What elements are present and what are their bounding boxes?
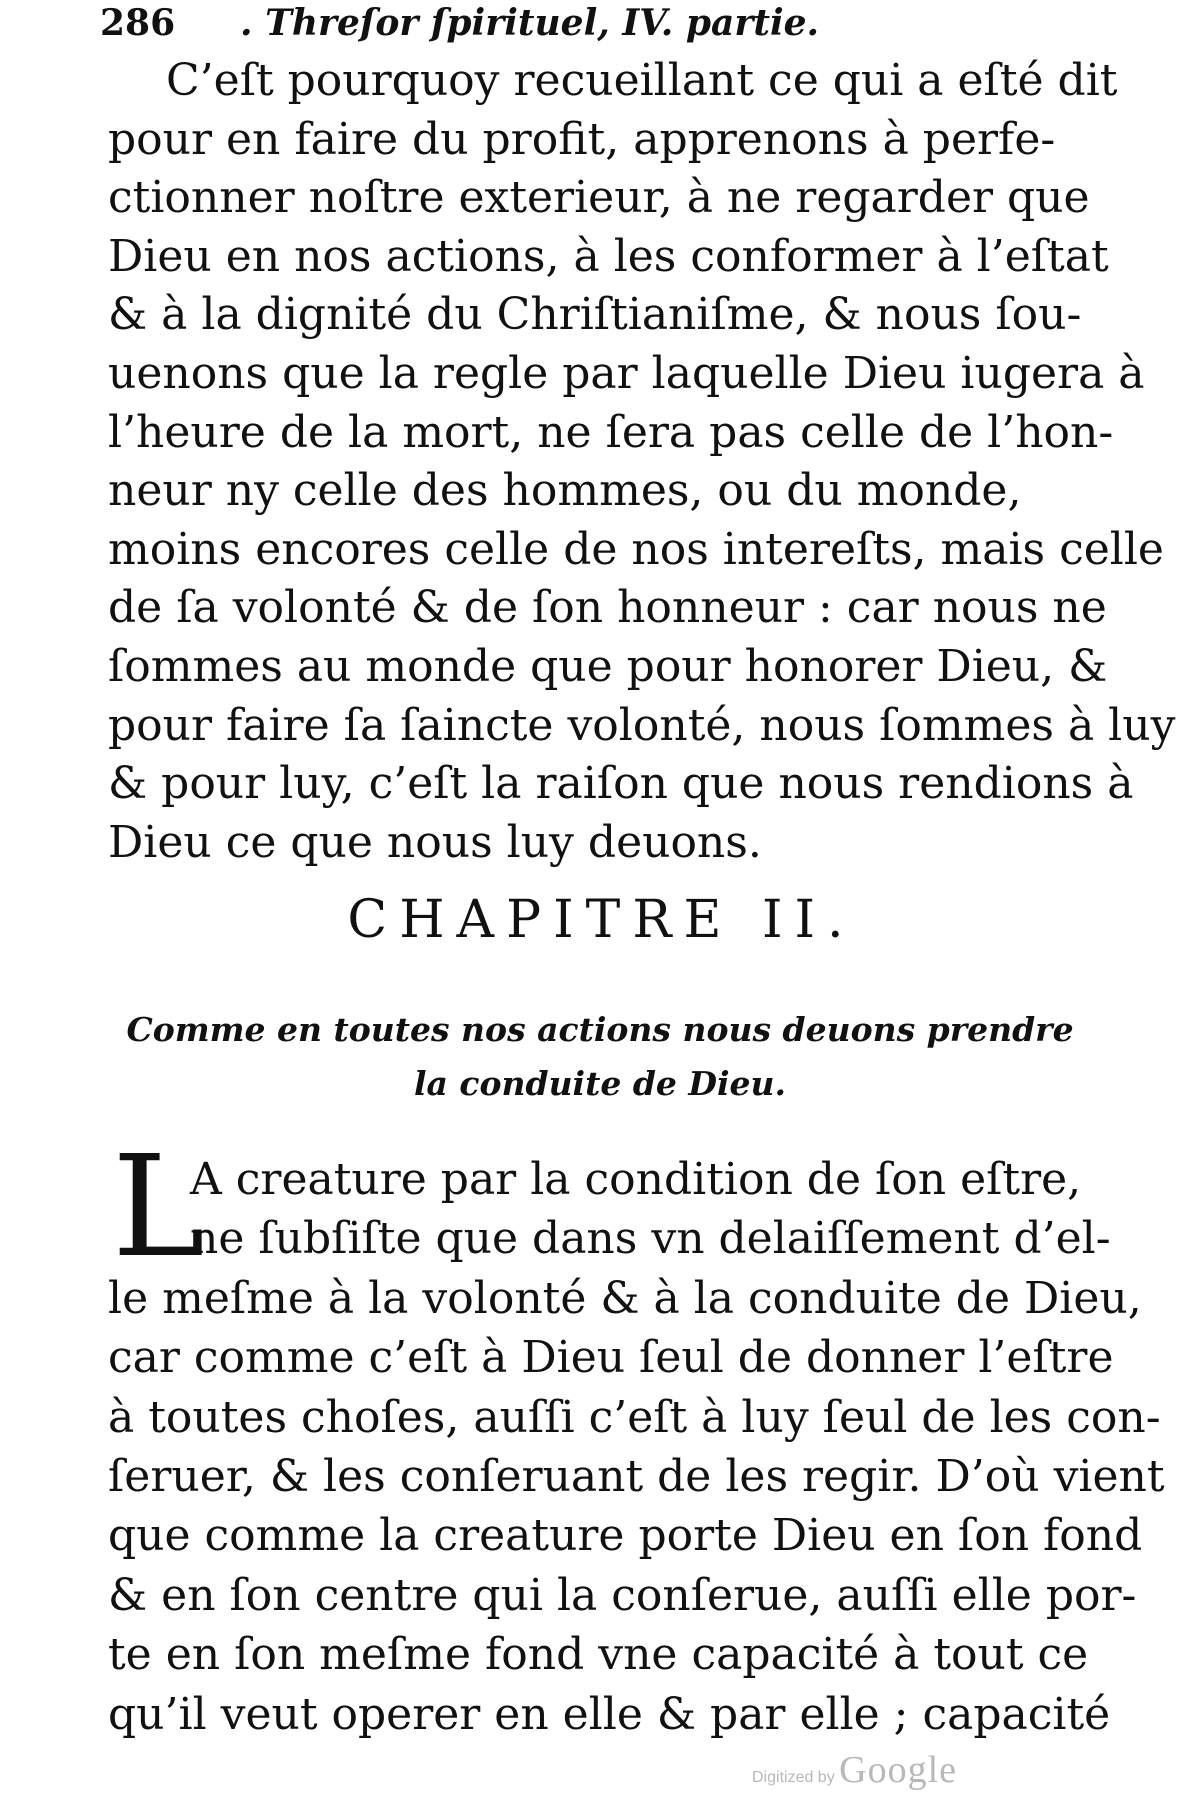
chapter-opening-paragraph (108, 1126, 1165, 1744)
text-line: pour faire ſa ſaincte volonté, nous ſommes à luy (108, 699, 1176, 751)
text-line: te en ſon meſme fond vne capacité à tout ce (108, 1629, 1089, 1681)
text-line: & pour luy, c’eſt la raiſon que nous rendions à (108, 758, 1134, 810)
text-line: & à la dignité du Chriſtianiſme, & nous ſou- (108, 289, 1082, 341)
text-line: de ſa volonté & de ſon honneur : car nous ne (108, 582, 1107, 634)
text-line: Dieu en nos actions, à les conformer à l’eſtat (108, 230, 1109, 282)
text-line: neur ny celle des hommes, ou du monde, (108, 465, 1022, 517)
text-line: ne ſubſiſte que dans vn delaiſſement d’el- (190, 1213, 1111, 1265)
text-line: A creature par la condition de ſon eſtre, (190, 1154, 1082, 1205)
chapter-subtitle-line: Comme en toutes nos actions nous deuons prendre (126, 1010, 1074, 1049)
text-line: C’eſt pourquoy recueillant ce qui a eſté dit (166, 55, 1118, 106)
chapter-title: CHAPITRE II. (347, 890, 856, 950)
watermark-prefix: Digitized by (752, 1769, 835, 1786)
running-header (100, 2, 1100, 54)
text-line: qu’il veut operer en elle & par elle ; capacité (108, 1688, 1111, 1740)
text-line: ſeruer, & les conſeruant de les regir. D’où vient (108, 1450, 1165, 1502)
text-line: Dieu ce que nous luy deuons. (108, 816, 762, 868)
watermark-brand: Google (839, 1749, 958, 1791)
text-line: car comme c’eſt à Dieu ſeul de donner l’eſtre (108, 1332, 1114, 1384)
running-head-title: . Threſor ſpirituel, IV. partie. (240, 2, 820, 44)
text-line: le meſme à la volonté & à la conduite de Dieu, (108, 1272, 1142, 1324)
digitized-watermark (752, 1748, 957, 1792)
drop-cap: L (112, 1126, 205, 1289)
page-number: 286 (100, 2, 176, 44)
text-line: que comme la creature porte Dieu en ſon fond (108, 1510, 1143, 1562)
text-line: à toutes choſes, auſſi c’eſt à luy ſeul de les con- (108, 1391, 1161, 1443)
chapter-subtitle-line: la conduite de Dieu. (413, 1064, 787, 1103)
closing-paragraph (108, 52, 1176, 872)
text-line: & en ſon centre qui la conſerue, auſſi elle por- (108, 1569, 1137, 1621)
chapter-subtitle (100, 1003, 1100, 1111)
text-line: ctionner noſtre exterieur, à ne regarder que (108, 172, 1090, 224)
text-line: pour en faire du profit, apprenons à perfe- (108, 113, 1056, 165)
text-line: l’heure de la mort, ne ſera pas celle de l’hon- (108, 406, 1114, 458)
text-line: moins encores celle de nos intereſts, mais celle (108, 523, 1164, 575)
text-line: ſommes au monde que pour honorer Dieu, & (108, 640, 1108, 692)
text-line: uenons que la regle par laquelle Dieu iugera à (108, 347, 1145, 399)
